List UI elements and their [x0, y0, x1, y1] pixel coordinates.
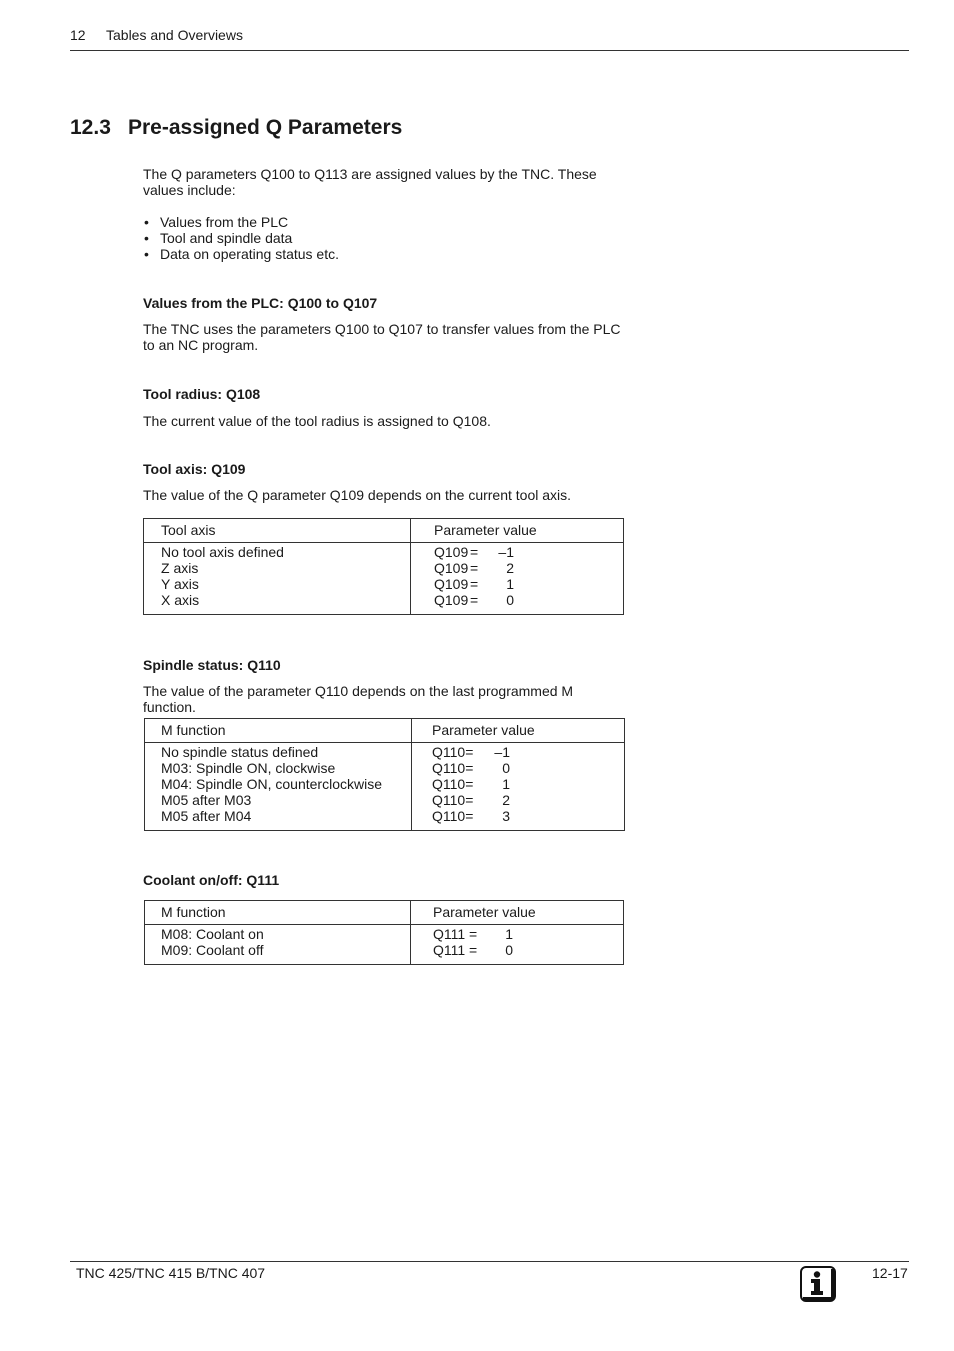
axis-text: The value of the Q parameter Q109 depends on the current tool axis.: [143, 487, 572, 503]
table-header-cell: Tool axis: [144, 519, 411, 543]
table-header-cell: M function: [145, 719, 412, 743]
radius-text: The current value of the tool radius is assigned to Q108.: [143, 413, 491, 429]
param-value: Q111 = 1: [433, 926, 513, 942]
table-value-cell: [411, 543, 624, 615]
param-value: Q109 = –1: [434, 544, 514, 560]
plc-heading: Values from the PLC: Q100 to Q107: [143, 295, 378, 311]
param-value: Q110= 2: [432, 792, 510, 808]
table-label: Z axis: [161, 560, 199, 576]
tool-axis-table: [143, 518, 624, 615]
param-value: Q109 = 1: [434, 576, 514, 592]
table-label: No tool axis defined: [161, 544, 284, 560]
table-label: M08: Coolant on: [161, 926, 264, 942]
param-value: Q109 = 0: [434, 592, 514, 608]
spindle-status-table: [144, 718, 625, 831]
running-header: [70, 27, 243, 43]
table-label: M05 after M04: [161, 808, 252, 824]
chapter-title: Tables and Overviews: [106, 27, 243, 43]
header-rule: [70, 50, 909, 51]
spindle-text: The value of the parameter Q110 depends on the last programmed M function.: [143, 683, 574, 715]
info-icon: [800, 1266, 836, 1302]
param-value: Q109 = 2: [434, 560, 514, 576]
table-label: Y axis: [161, 576, 199, 592]
table-label: M05 after M03: [161, 792, 252, 808]
section-title-text: Pre-assigned Q Parameters: [128, 116, 403, 139]
param-value: Q110= 3: [432, 808, 510, 824]
table-label: X axis: [161, 592, 200, 608]
table-header-cell: Parameter value: [411, 519, 624, 543]
section-title: [70, 116, 402, 140]
coolant-heading: Coolant on/off: Q111: [143, 872, 280, 888]
table-value-cell: [412, 743, 625, 831]
footer-rule: [70, 1261, 909, 1262]
table-header-cell: M function: [145, 901, 411, 925]
radius-heading: Tool radius: Q108: [143, 386, 261, 402]
page-content: [143, 166, 623, 965]
spindle-heading: Spindle status: Q110: [143, 657, 281, 673]
table-label-cell: [145, 743, 412, 831]
bullet-item: • Tool and spindle data: [143, 230, 623, 246]
bullet-item: • Data on operating status etc.: [143, 246, 623, 262]
param-value: Q110= –1: [432, 744, 510, 760]
chapter-number: 12: [70, 27, 86, 43]
plc-text: The TNC uses the parameters Q100 to Q107 to transfer values from the PLC to an NC program.: [143, 321, 621, 353]
bullet-item: • Values from the PLC: [143, 214, 623, 230]
param-value: Q110= 0: [432, 760, 510, 776]
table-label: M03: Spindle ON, clockwise: [161, 760, 336, 776]
intro-paragraph: The Q parameters Q100 to Q113 are assigned values by the TNC. These values include:: [143, 166, 597, 198]
table-label: M09: Coolant off: [161, 942, 264, 958]
table-value-cell: [411, 925, 624, 965]
footer-page-number: 12-17: [872, 1265, 908, 1281]
axis-heading: Tool axis: Q109: [143, 461, 246, 477]
table-label-cell: [145, 925, 411, 965]
footer-model: TNC 425/TNC 415 B/TNC 407: [76, 1265, 266, 1281]
coolant-table: [144, 900, 624, 965]
param-value: Q110= 1: [432, 776, 510, 792]
table-header-cell: Parameter value: [411, 901, 624, 925]
section-number: 12.3: [70, 116, 111, 139]
table-header-cell: Parameter value: [412, 719, 625, 743]
table-label-cell: [144, 543, 411, 615]
bullet-list: [143, 214, 623, 262]
table-label: No spindle status defined: [161, 744, 319, 760]
table-label: M04: Spindle ON, counterclockwise: [161, 776, 382, 792]
param-value: Q111 = 0: [433, 942, 513, 958]
